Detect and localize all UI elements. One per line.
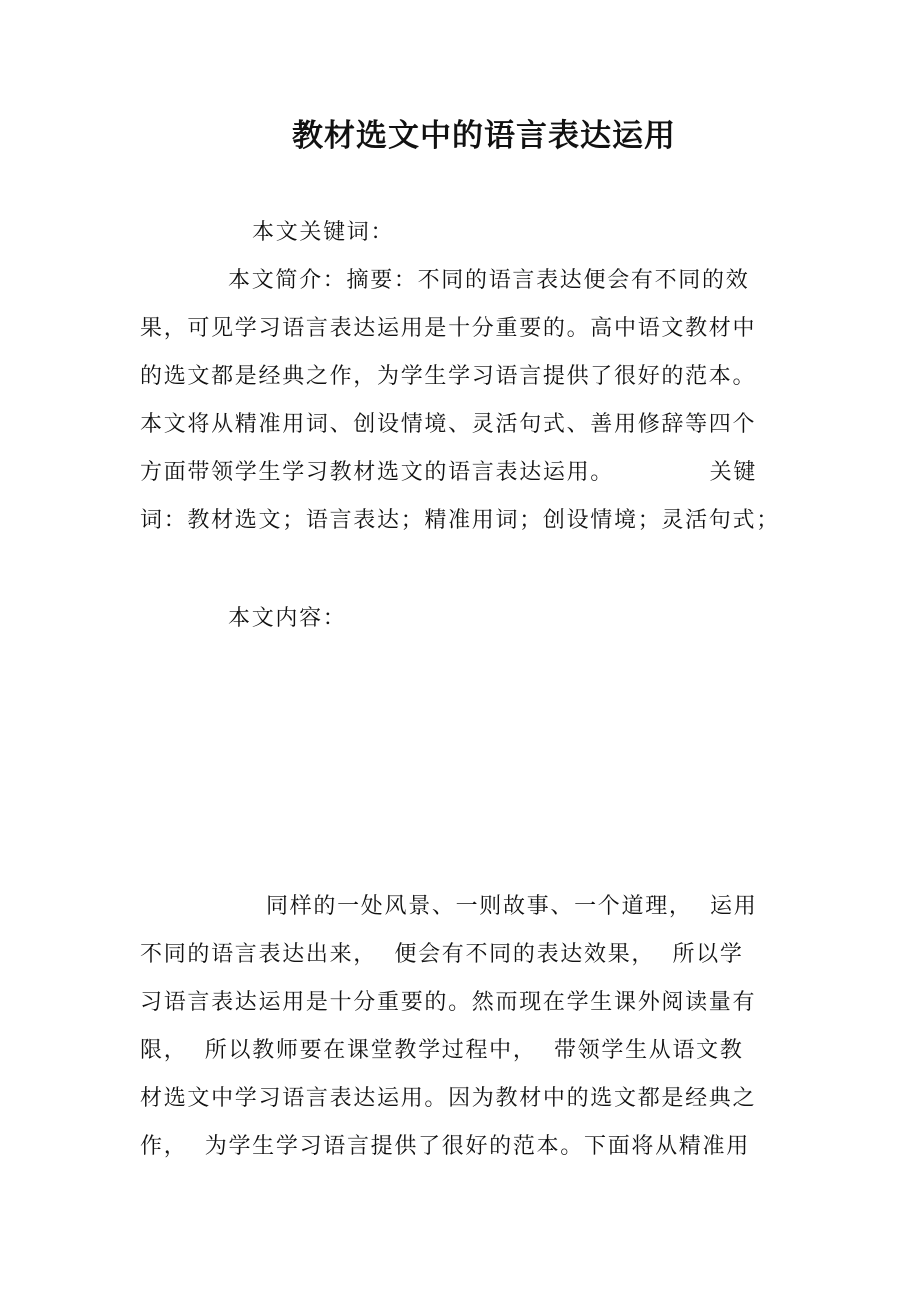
document-title: 教材选文中的语言表达运用 [292, 118, 676, 154]
summary-line: 果，可见学习语言表达运用是十分重要的。高中语文教材中 [140, 316, 757, 341]
body-line: 习语言表达运用是十分重要的。然而现在学生课外阅读量有 [140, 990, 757, 1015]
body-line: 不同的语言表达出来， 便会有不同的表达效果， 所以学 [140, 942, 744, 967]
body-line: 材选文中学习语言表达运用。因为教材中的选文都是经典之 [140, 1086, 757, 1111]
keywords-heading: 本文关键词： [252, 220, 395, 245]
summary-line: 的选文都是经典之作，为学生学习语言提供了很好的范本。 [140, 364, 757, 389]
summary-line: 本文将从精准用词、创设情境、灵活句式、善用修辞等四个 [140, 412, 757, 437]
summary-line: 方面带领学生学习教材选文的语言表达运用。 关键 [140, 460, 758, 485]
summary-line: 词：教材选文；语言表达；精准用词；创设情境；灵活句式； [140, 508, 780, 533]
body-line: 限， 所以教师要在课堂教学过程中， 带领学生从语文教 [140, 1038, 744, 1063]
summary-line: 本文简介：摘要：不同的语言表达便会有不同的效 [228, 268, 750, 293]
content-heading: 本文内容： [228, 606, 347, 631]
body-line: 同样的一处风景、一则故事、一个道理， 运用 [266, 894, 758, 919]
body-line: 作， 为学生学习语言提供了很好的范本。下面将从精准用 [140, 1134, 750, 1159]
